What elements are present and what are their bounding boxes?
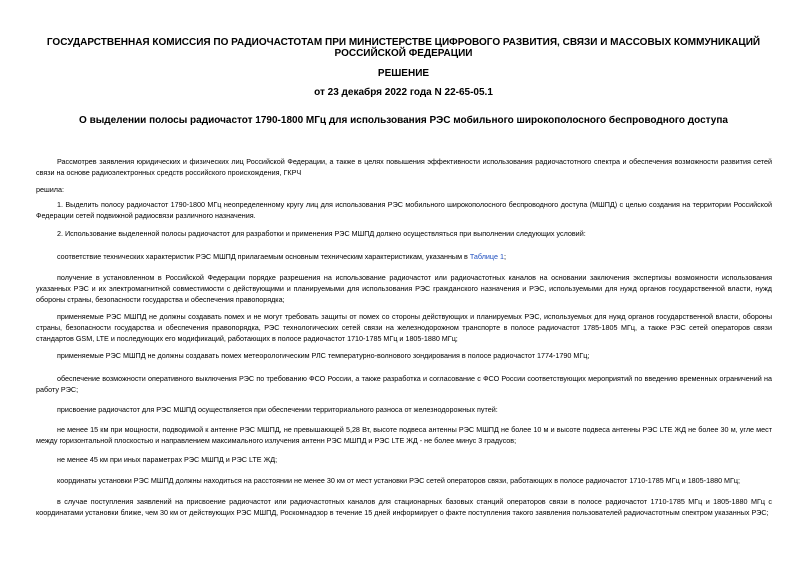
paragraph-text-end: ;: [503, 252, 506, 261]
date-number-heading: от 23 декабря 2022 года N 22-65-05.1: [314, 87, 493, 98]
paragraph-item-2: 2. Использование выделенной полосы радиочастот для разработки и применения РЭС МШПД должно осуществляться при выполнении следующих условий:: [57, 229, 586, 238]
document-type-heading: РЕШЕНИЕ: [377, 68, 430, 79]
paragraph-15km: не менее 15 км при мощности, подводимой к антенне РЭС МШПД, не превышающей 5,28 Вт, высоте подвеса антенны РЭС МШПД не более 10 м и высоте подвеса антенны РЭС LTE ЖД не более 30 м, угле мест между горизонтальной плоскостью и направлением максимального излучения антенн РЭС МШПД и РЭС LTE ЖД - не более минус 3 градусов;: [36, 425, 772, 445]
decision-title: О выделении полосы радиочастот 1790-1800 МГц для использования РЭС мобильного широкополосного беспроводного доступа: [79, 115, 728, 126]
paragraph-decided: решила:: [36, 185, 64, 194]
paragraph-30km: координаты установки РЭС МШПД должны находиться на расстоянии не менее 30 км от мест установки РЭС сетей операторов связи, работающих в полосе радиочастот 1710-1785 МГц и 1805-1880 МГц;: [57, 476, 741, 485]
paragraph-meteo-radar: применяемые РЭС МШПД не должны создавать помех метеорологическим РЛС температурно-волнового зондирования в полосе радиочастот 1774-1790 МГц;: [57, 351, 590, 360]
paragraph-permission: получение в установленном в Российской Федерации порядке разрешения на использование радиочастот или радиочастотных каналов на основании заключения экспертизы возможности использования указанных РЭС и их электромагнитной совместимости с действующими и планируемыми для использования РЭС гражданского назначения и РЭС, используемыми для нужд органов государственной власти, нужд обороны страны, безопасности государства и обеспечения правопорядка;: [36, 273, 772, 304]
paragraph-item-1: 1. Выделить полосу радиочастот 1790-1800 МГц неопределенному кругу лиц для использования РЭС мобильного широкополосного беспроводного доступа (МШПД) с целью создания на территории Российской Федерации сетей подвижной радиосвязи различного назначения.: [36, 200, 772, 220]
paragraph-fso-shutdown: обеспечение возможности оперативного выключения РЭС по требованию ФСО России, а также разработка и согласование с ФСО России соответствующих мероприятий по введению временных ограничений на работу РЭС;: [36, 374, 772, 394]
paragraph-preamble: Рассмотрев заявления юридических и физических лиц Российской Федерации, а также в целях повышения эффективности использования радиочастотного спектра и обеспечения возможности развития сетей связи на основе радиоэлектронных средств российского происхождения, ГКРЧ: [36, 157, 772, 177]
paragraph-text: соответствие технических характеристик РЭС МШПД прилагаемым основным техническим характеристикам, указанным в: [57, 252, 470, 261]
paragraph-45km: не менее 45 км при иных параметрах РЭС МШПД и РЭС LTE ЖД;: [57, 455, 278, 464]
paragraph-applications: в случае поступления заявлений на присвоение радиочастот или радиочастотных каналов для стационарных базовых станций операторов связи в полосе радиочастот 1710-1785 МГц и 1805-1880 МГц с координатами установки ближе, чем 30 км от действующих РЭС МШПД, Роскомнадзор в течение 15 дней информирует о факте поступления такого заявления пользователей радиочастотным спектром указанных РЭС;: [36, 497, 772, 517]
table-1-link[interactable]: Таблице 1: [469, 252, 504, 261]
paragraph-interference: применяемые РЭС МШПД не должны создавать помех и не могут требовать защиты от помех со стороны действующих и планируемых РЭС, используемых для нужд органов государственной власти, обороны страны, безопасности государства и обеспечения правопорядка, РЭС технологических сетей связи на железнодорожном транспорте в полосе радиочастот 1785-1805 МГц, а также РЭС сетей операторов связи стандартов GSM, LTE и последующих его модификаций, работающих в полосе радиочастот 1710-1785 МГц и 1805-1880 МГц;: [36, 312, 772, 343]
paragraph-railway-separation: присвоение радиочастот для РЭС МШПД осуществляется при обеспечении территориального разноса от железнодорожных путей:: [57, 405, 498, 414]
paragraph-tech-characteristics: [36, 251, 772, 262]
agency-heading: ГОСУДАРСТВЕННАЯ КОМИССИЯ ПО РАДИОЧАСТОТАМ ПРИ МИНИСТЕРСТВЕ ЦИФРОВОГО РАЗВИТИЯ, СВЯЗИ И МАССОВЫХ КОММУНИКАЦИЙ РОССИЙСКОЙ ФЕДЕРАЦИИ: [46, 37, 761, 59]
